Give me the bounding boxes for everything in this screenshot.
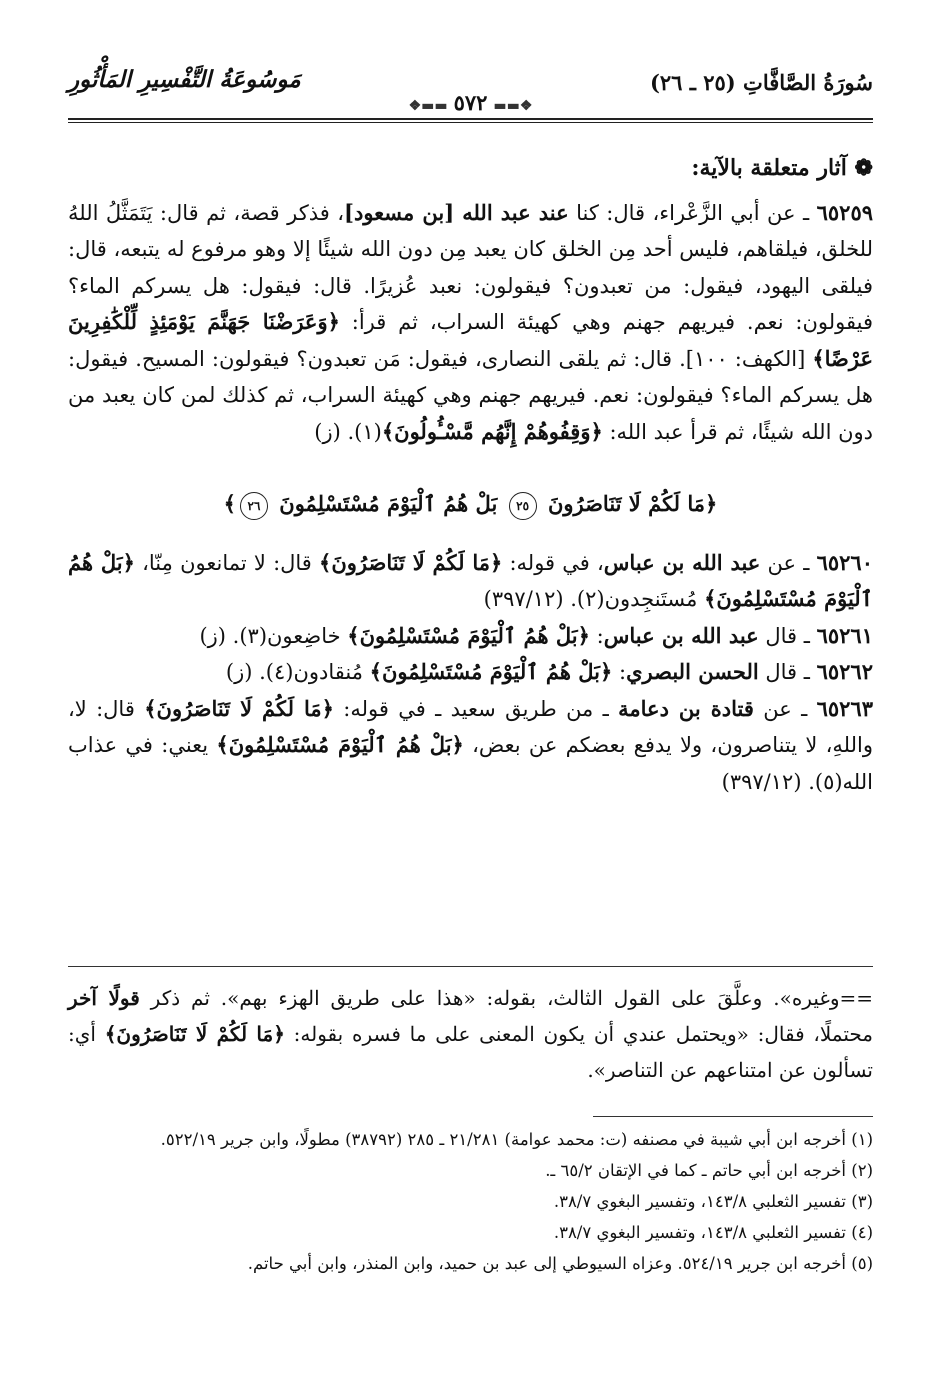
text: ـ عن: [760, 550, 817, 575]
footnote-rule: [593, 1116, 873, 1117]
header-rule: [68, 118, 873, 120]
quran-quote: ﴿مَا لَكُمْ لَا تَنَاصَرُونَ﴾: [319, 549, 503, 575]
athar-paragraph: [68, 195, 873, 451]
text: ، في قوله:: [502, 550, 604, 575]
narrator-name: قتادة بن دعامة: [618, 695, 754, 721]
text: ـ قال: [758, 660, 817, 684]
narrator-name: عند عبد الله [بن مسعود]: [344, 199, 569, 225]
text: ـ عن: [753, 696, 817, 721]
text: ==وغيره». وعلَّقَ على القول الثالث، بقوله: «هذا على طريق الهزء بهم». ثم ذكر: [139, 986, 874, 1010]
text: أي: تسألون عن امتناعهم عن التناصر».: [68, 1022, 873, 1082]
section-title: ❁ آثار متعلقة بالآية:: [691, 155, 873, 181]
surah-title: سُورَةُ الصَّافَّاتِ (٢٥ ـ ٢٦): [649, 70, 873, 95]
page-number-line: [403, 90, 539, 115]
footnote: (٥) أخرجه ابن جرير ٥٢٤/١٩. وعزاه السيوطي إلى عبد بن حميد، وابن المنذر، وابن أبي حاتم.: [247, 1254, 873, 1273]
text: مُنقادون(٤). (ز): [225, 660, 370, 684]
athar-number: ٦٥٢٦٣: [816, 695, 873, 721]
book-title: مَوسُوعَةُ التَّفْسِيرِ المَأْثُورِ: [68, 66, 301, 93]
athar-paragraph: [68, 545, 873, 618]
verse-heading: [68, 486, 873, 523]
ayah-number-icon: ٢٦: [240, 492, 268, 520]
footnote: (١) أخرجه ابن أبي شيبة في مصنفه (ت: محمد عوامة) ٢١/٢٨١ ـ ٢٨٥ (٣٨٧٩٢) مطولًا، وابن جرير ٥٢٢/١٩.: [160, 1130, 873, 1149]
note-separator: [68, 966, 873, 967]
page-header: [68, 62, 873, 115]
narrator-name: عبد الله بن عباس: [603, 622, 759, 648]
main-text: [68, 150, 873, 800]
verse-text: بَلْ هُمُ ٱلْيَوْمَ مُسْتَسْلِمُونَ: [279, 491, 498, 516]
text: ـ عن أبي الزَّعْراء، قال: كنا: [568, 200, 817, 225]
narrator-name: عبد الله بن عباس: [603, 549, 761, 575]
quran-quote: ﴿بَلْ هُمُ ٱلْيَوْمَ مُسْتَسْلِمُونَ﴾: [347, 622, 590, 648]
athar-number: ٦٥٢٦٠: [816, 549, 873, 575]
text: قال: لا تمانعون مِنّا،: [134, 550, 320, 575]
athar-number: ٦٥٢٥٩: [816, 199, 874, 225]
athar-number: ٦٥٢٦١: [816, 622, 873, 648]
text: محتملًا، فقال: «ويحتمل عندي أن يكون المعنى على ما فسره بقوله:: [284, 1022, 873, 1046]
narrator-name: الحسن البصري: [626, 659, 759, 684]
text: يعني: في عذاب الله(٥). (٣٩٧/١٢): [68, 733, 873, 794]
text: خاضِعون(٣). (ز): [199, 623, 348, 648]
quran-quote: ﴿بَلْ هُمُ ٱلْيَوْمَ مُسْتَسْلِمُونَ﴾: [216, 732, 464, 757]
athar-paragraph: [68, 691, 873, 801]
header-rule-thin: [68, 122, 873, 123]
text: :: [589, 623, 604, 648]
text: ـ قال: [758, 623, 817, 648]
athar-paragraph: [68, 618, 873, 655]
ornament-icon: ▬▬❖: [408, 98, 448, 114]
quran-quote: ﴿بَلْ هُمُ ٱلْيَوْمَ مُسْتَسْلِمُونَ﴾: [369, 659, 613, 684]
footnote: (٣) تفسير الثعلبي ١٤٣/٨، وتفسير البغوي ٣٨/٧.: [553, 1192, 873, 1211]
continued-note: [68, 980, 873, 1088]
athar-number: ٦٥٢٦٢: [816, 659, 873, 684]
footnote: (٤) تفسير الثعلبي ١٤٣/٨، وتفسير البغوي ٣٨/٧.: [553, 1223, 873, 1242]
text: مُستَنجِدون(٢). (٣٩٧/١٢): [483, 587, 705, 611]
verse-text: ﴿مَا لَكُمْ لَا تَنَاصَرُونَ: [547, 491, 718, 516]
quran-quote: ﴿وَقِفُوهُمْ إِنَّهُم مَّسْـُٔولُونَ﴾: [381, 418, 603, 444]
text: :: [612, 660, 627, 684]
text: قال: لا، واللهِ، لا يتناصرون، ولا يدفع بعضكم عن بعض،: [68, 696, 873, 757]
text: ، فذكر قصة، ثم قال: يَتَمَثَّلُ اللهُ للخلق، فيلقاهم، فليس أحد مِن الخلق كان يعبد مِن دون الله شيئًا إلا وهو مرفوع له يتبعه، قال: فيلقى اليهود، فيقول: من تعبدون؟ فيقولون: نعبد عُزيرًا. قال: فيقول: هل يسركم الماء؟ فيقولون: نعم. فيريهم جهنم وهي كهيئة السراب، ثم قرأ:: [68, 200, 873, 334]
text: [الكهف: ١٠٠]. قال: ثم يلقى النصارى، فيقول: مَن تعبدون؟ فيقولون: المسيح. فيقول: هل يسركم الماء؟ فيقولون: نعم. فيريهم جهنم وهي كهيئة السراب، ثم كذلك لمن كان يعبد من دون الله شيئًا، ثم قرأ عبد الله:: [68, 346, 873, 444]
ornament-icon: ❖▬▬: [493, 98, 533, 114]
text: ـ من طريق سعيد ـ في قوله:: [333, 696, 619, 721]
bold-phrase: قولًا آخر: [68, 986, 140, 1010]
quran-quote: ﴿وَعَرَضْنَا جَهَنَّمَ يَوْمَئِذٍ لِّلْكَٰفِرِينَ عَرْضًا﴾: [68, 309, 873, 371]
text: (١). (ز): [314, 419, 382, 444]
quran-quote: ﴿بَلْ هُمُ ٱلْيَوْمَ مُسْتَسْلِمُونَ﴾: [68, 549, 873, 611]
athar-paragraph: [68, 654, 873, 691]
quran-quote: ﴿مَا لَكُمْ لَا تَنَاصَرُونَ﴾: [144, 695, 334, 721]
quran-quote: ﴿مَا لَكُمْ لَا تَنَاصَرُونَ﴾: [104, 1022, 285, 1046]
page-number: ٥٧٢: [453, 90, 488, 115]
ayah-number-icon: ٢٥: [509, 492, 537, 520]
verse-bracket: ﴾: [223, 491, 236, 516]
footnote: (٢) أخرجه ابن أبي حاتم ـ كما في الإتقان ٦٥/٢ ـ.: [545, 1161, 873, 1180]
footnotes: [68, 1124, 873, 1279]
